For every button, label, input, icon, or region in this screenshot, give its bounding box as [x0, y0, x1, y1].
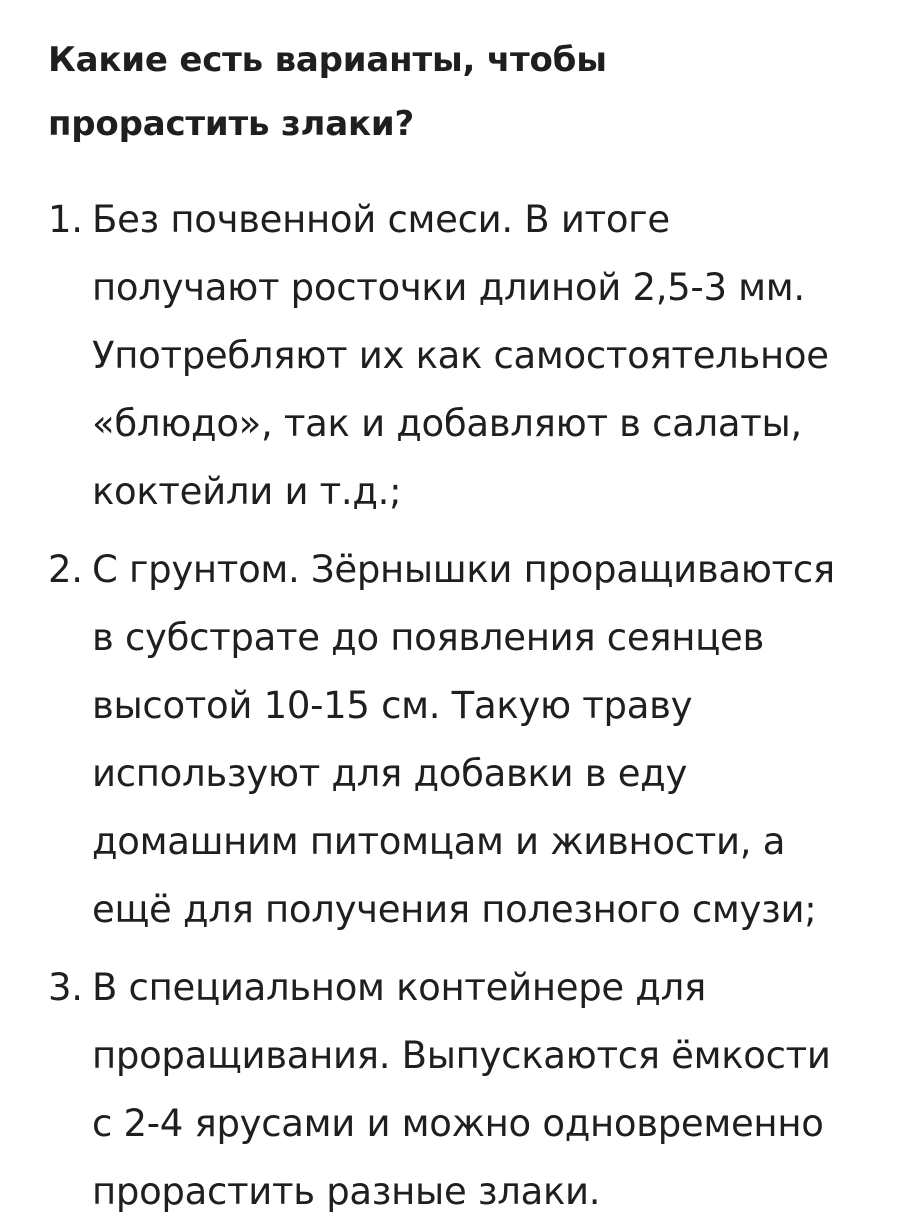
text-line: высотой 10-15 см. Такую траву [92, 684, 693, 727]
list-item [48, 536, 868, 944]
text-line: Употребляют их как самостоятельное [92, 334, 829, 377]
list-item [48, 186, 868, 526]
text-line: прорастить разные злаки. [92, 1170, 601, 1213]
article-heading [48, 28, 868, 156]
text-line: коктейли и т.д.; [92, 470, 402, 513]
text-line: получают росточки длиной 2,5-3 мм. [92, 266, 805, 309]
list-item [48, 954, 868, 1226]
text-line: В специальном контейнере для [92, 966, 706, 1009]
text-line: Без почвенной смеси. В итоге [92, 198, 670, 241]
text-line: проращивания. Выпускаются ёмкости [92, 1034, 831, 1077]
heading-line: Какие есть варианты, чтобы [48, 40, 607, 80]
list-item-text [92, 186, 868, 526]
text-line: используют для добавки в еду [92, 752, 688, 795]
text-line: «блюдо», так и добавляют в салаты, [92, 402, 802, 445]
list-item-number: 2. [48, 548, 83, 591]
text-line: ещё для получения полезного смузи; [92, 888, 817, 931]
text-line: с 2-4 ярусами и можно одновременно [92, 1102, 824, 1145]
list-item-text [92, 954, 868, 1226]
text-line: домашним питомцам и живности, а [92, 820, 786, 863]
text-line: в субстрате до появления сеянцев [92, 616, 765, 659]
article [48, 28, 868, 1213]
text-line: С грунтом. Зёрнышки проращиваются [92, 548, 835, 591]
list-item-number: 1. [48, 198, 83, 241]
list-item-text [92, 536, 868, 944]
heading-line: прорастить злаки? [48, 104, 415, 144]
list-item-number: 3. [48, 966, 83, 1009]
options-list [48, 186, 868, 1226]
